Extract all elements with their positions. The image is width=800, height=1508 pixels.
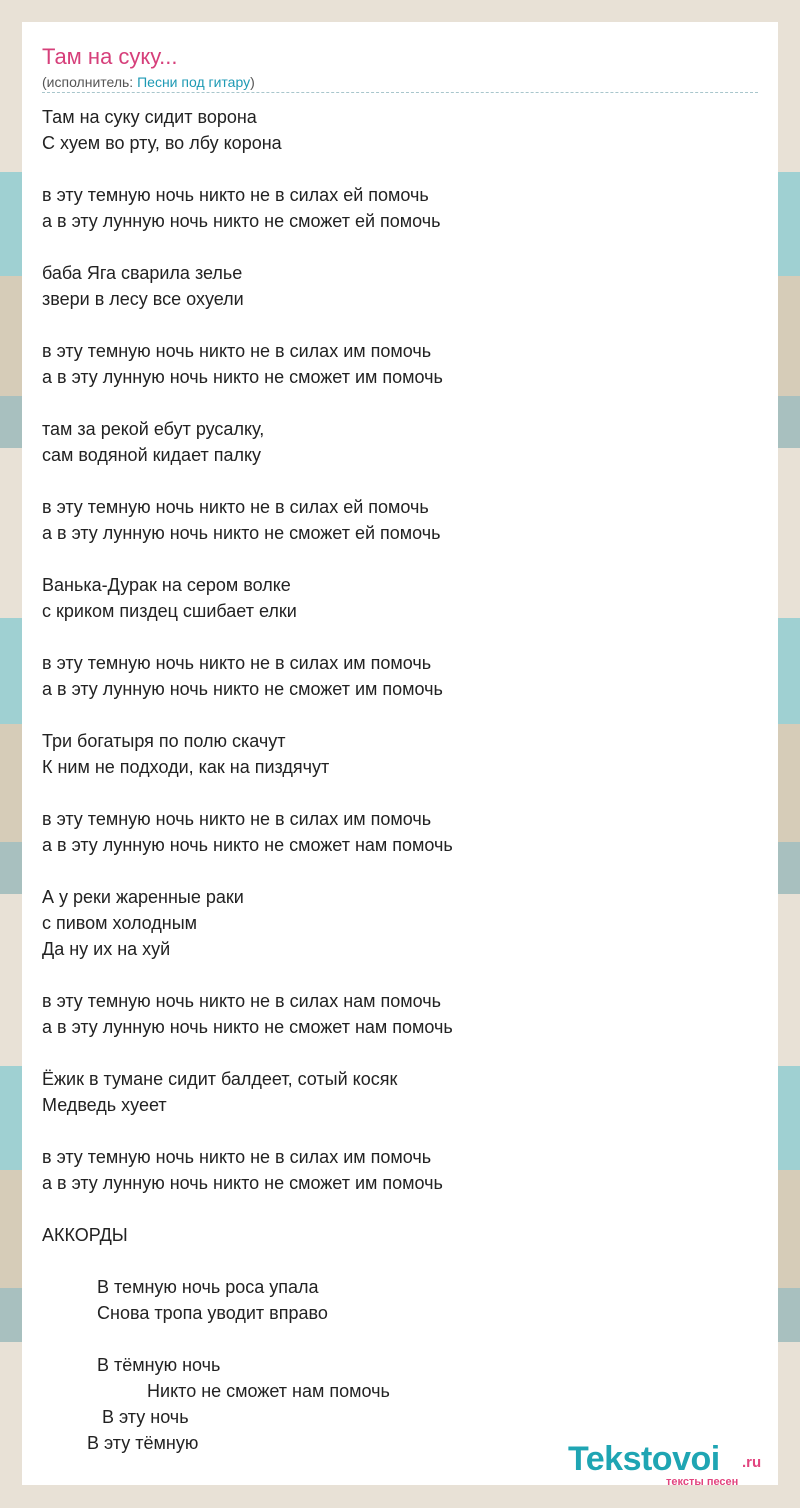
performer-suffix: ) [250, 74, 255, 90]
site-logo[interactable] [568, 1440, 778, 1488]
performer-prefix: (исполнитель: [42, 74, 138, 90]
logo-tagline: тексты песен [666, 1476, 739, 1488]
performer-line [42, 73, 255, 91]
song-title: Там на суку... [42, 44, 178, 69]
logo-name: Tekstovoi [568, 1440, 720, 1478]
lyrics-card [22, 22, 778, 1488]
lyrics-text: Там на суку сидит ворона С хуем во рту, во лбу корона в эту темную ночь никто не в силах ей помочь а в эту лунную ночь никто не сможет ей помочь баба Яга сварила зелье звери в лесу все охуели в эту темную ночь никто не в силах им помочь а в эту лунную ночь никто не сможет им помочь там за рекой ебут русалку, сам водяной кидает палку в эту темную ночь никто не в силах ей помочь а в эту лунную ночь никто не сможет ей помочь Ванька-Дурак на сером волке с криком пиздец сшибает елки в эту темную ночь никто не в силах им помочь а в эту лунную ночь никто не сможет им помочь Три богатыря по полю скачут К ним не подходи, как на пиздячут в эту темную ночь никто не в силах им помочь а в эту лунную ночь никто не сможет нам помочь А у реки жаренные раки с пивом холодным Да ну их на хуй в эту темную ночь никто не в силах нам помочь а в эту лунную ночь никто не сможет нам помочь Ёжик в тумане сидит балдеет, сотый косяк Медведь хуеет в эту темную ночь никто не в силах им помочь а в эту лунную ночь никто не сможет им помочь АККОРДЫ В темную ночь роса упала Снова тропа уводит вправо В тёмную ночь Никто не сможет нам помочь В эту ночь В эту тёмную [42, 107, 453, 1453]
performer-link[interactable]: Песни под гитару [137, 74, 251, 90]
header-divider [42, 92, 758, 93]
logo-tld: .ru [742, 1454, 762, 1471]
